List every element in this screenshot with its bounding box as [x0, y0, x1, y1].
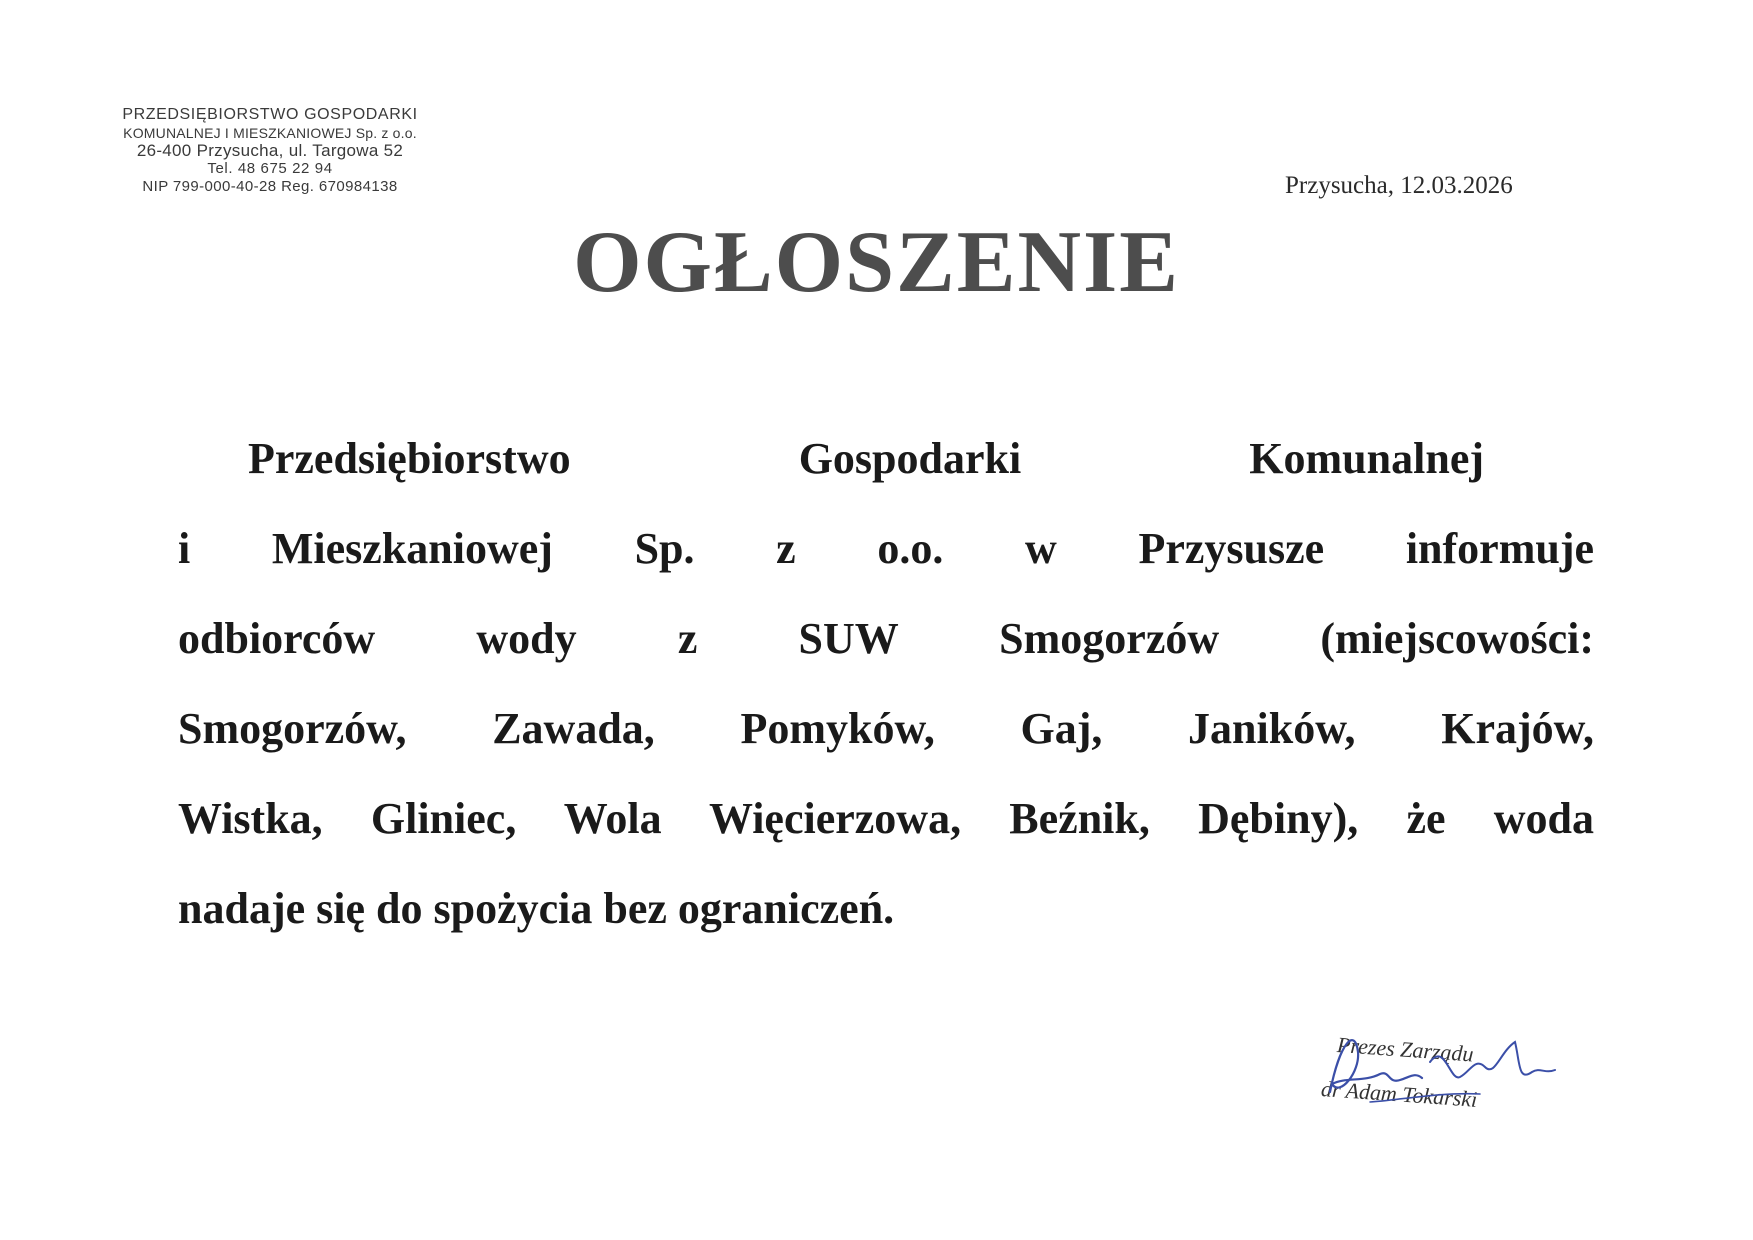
body-line: Smogorzów, Zawada, Pomyków, Gaj, Janików, Krajów,: [178, 704, 1594, 753]
stamp-line-phone: Tel. 48 675 22 94: [207, 160, 333, 177]
stamp-line-company-type: KOMUNALNEJ I MIESZKANIOWEJ Sp. z o.o.: [123, 125, 417, 141]
stamp-line-address: 26-400 Przysucha, ul. Targowa 52: [136, 141, 404, 160]
stamp-line-company: PRZEDSIĘBIORSTWO GOSPODARKI: [122, 106, 418, 123]
body-line: i Mieszkaniowej Sp. z o.o. w Przysusze informuje: [178, 524, 1594, 573]
handwritten-signature-icon: [1310, 1022, 1570, 1132]
document-title: OGŁOSZENIE: [573, 214, 1180, 311]
body-line: nadaje się do spożycia bez ograniczeń.: [178, 884, 895, 933]
stamp-line-nip-regon: NIP 799-000-40-28 Reg. 670984138: [142, 178, 398, 195]
document-date: Przysucha, 12.03.2026: [1285, 172, 1513, 199]
company-stamp: [96, 106, 444, 196]
body-line: odbiorców wody z SUW Smogorzów (miejscowości:: [178, 614, 1594, 663]
signature-block: [1310, 1022, 1570, 1132]
signer-title: Prezes Zarządu: [1336, 1032, 1475, 1067]
body-line: Przedsiębiorstwo Gospodarki Komunalnej: [248, 434, 1484, 483]
announcement-body: [178, 414, 1594, 954]
signer-name: dr Adam Tokarski: [1320, 1076, 1479, 1112]
body-line: Wistka, Gliniec, Wola Więcierzowa, Beźnik, Dębiny), że woda: [178, 794, 1594, 843]
